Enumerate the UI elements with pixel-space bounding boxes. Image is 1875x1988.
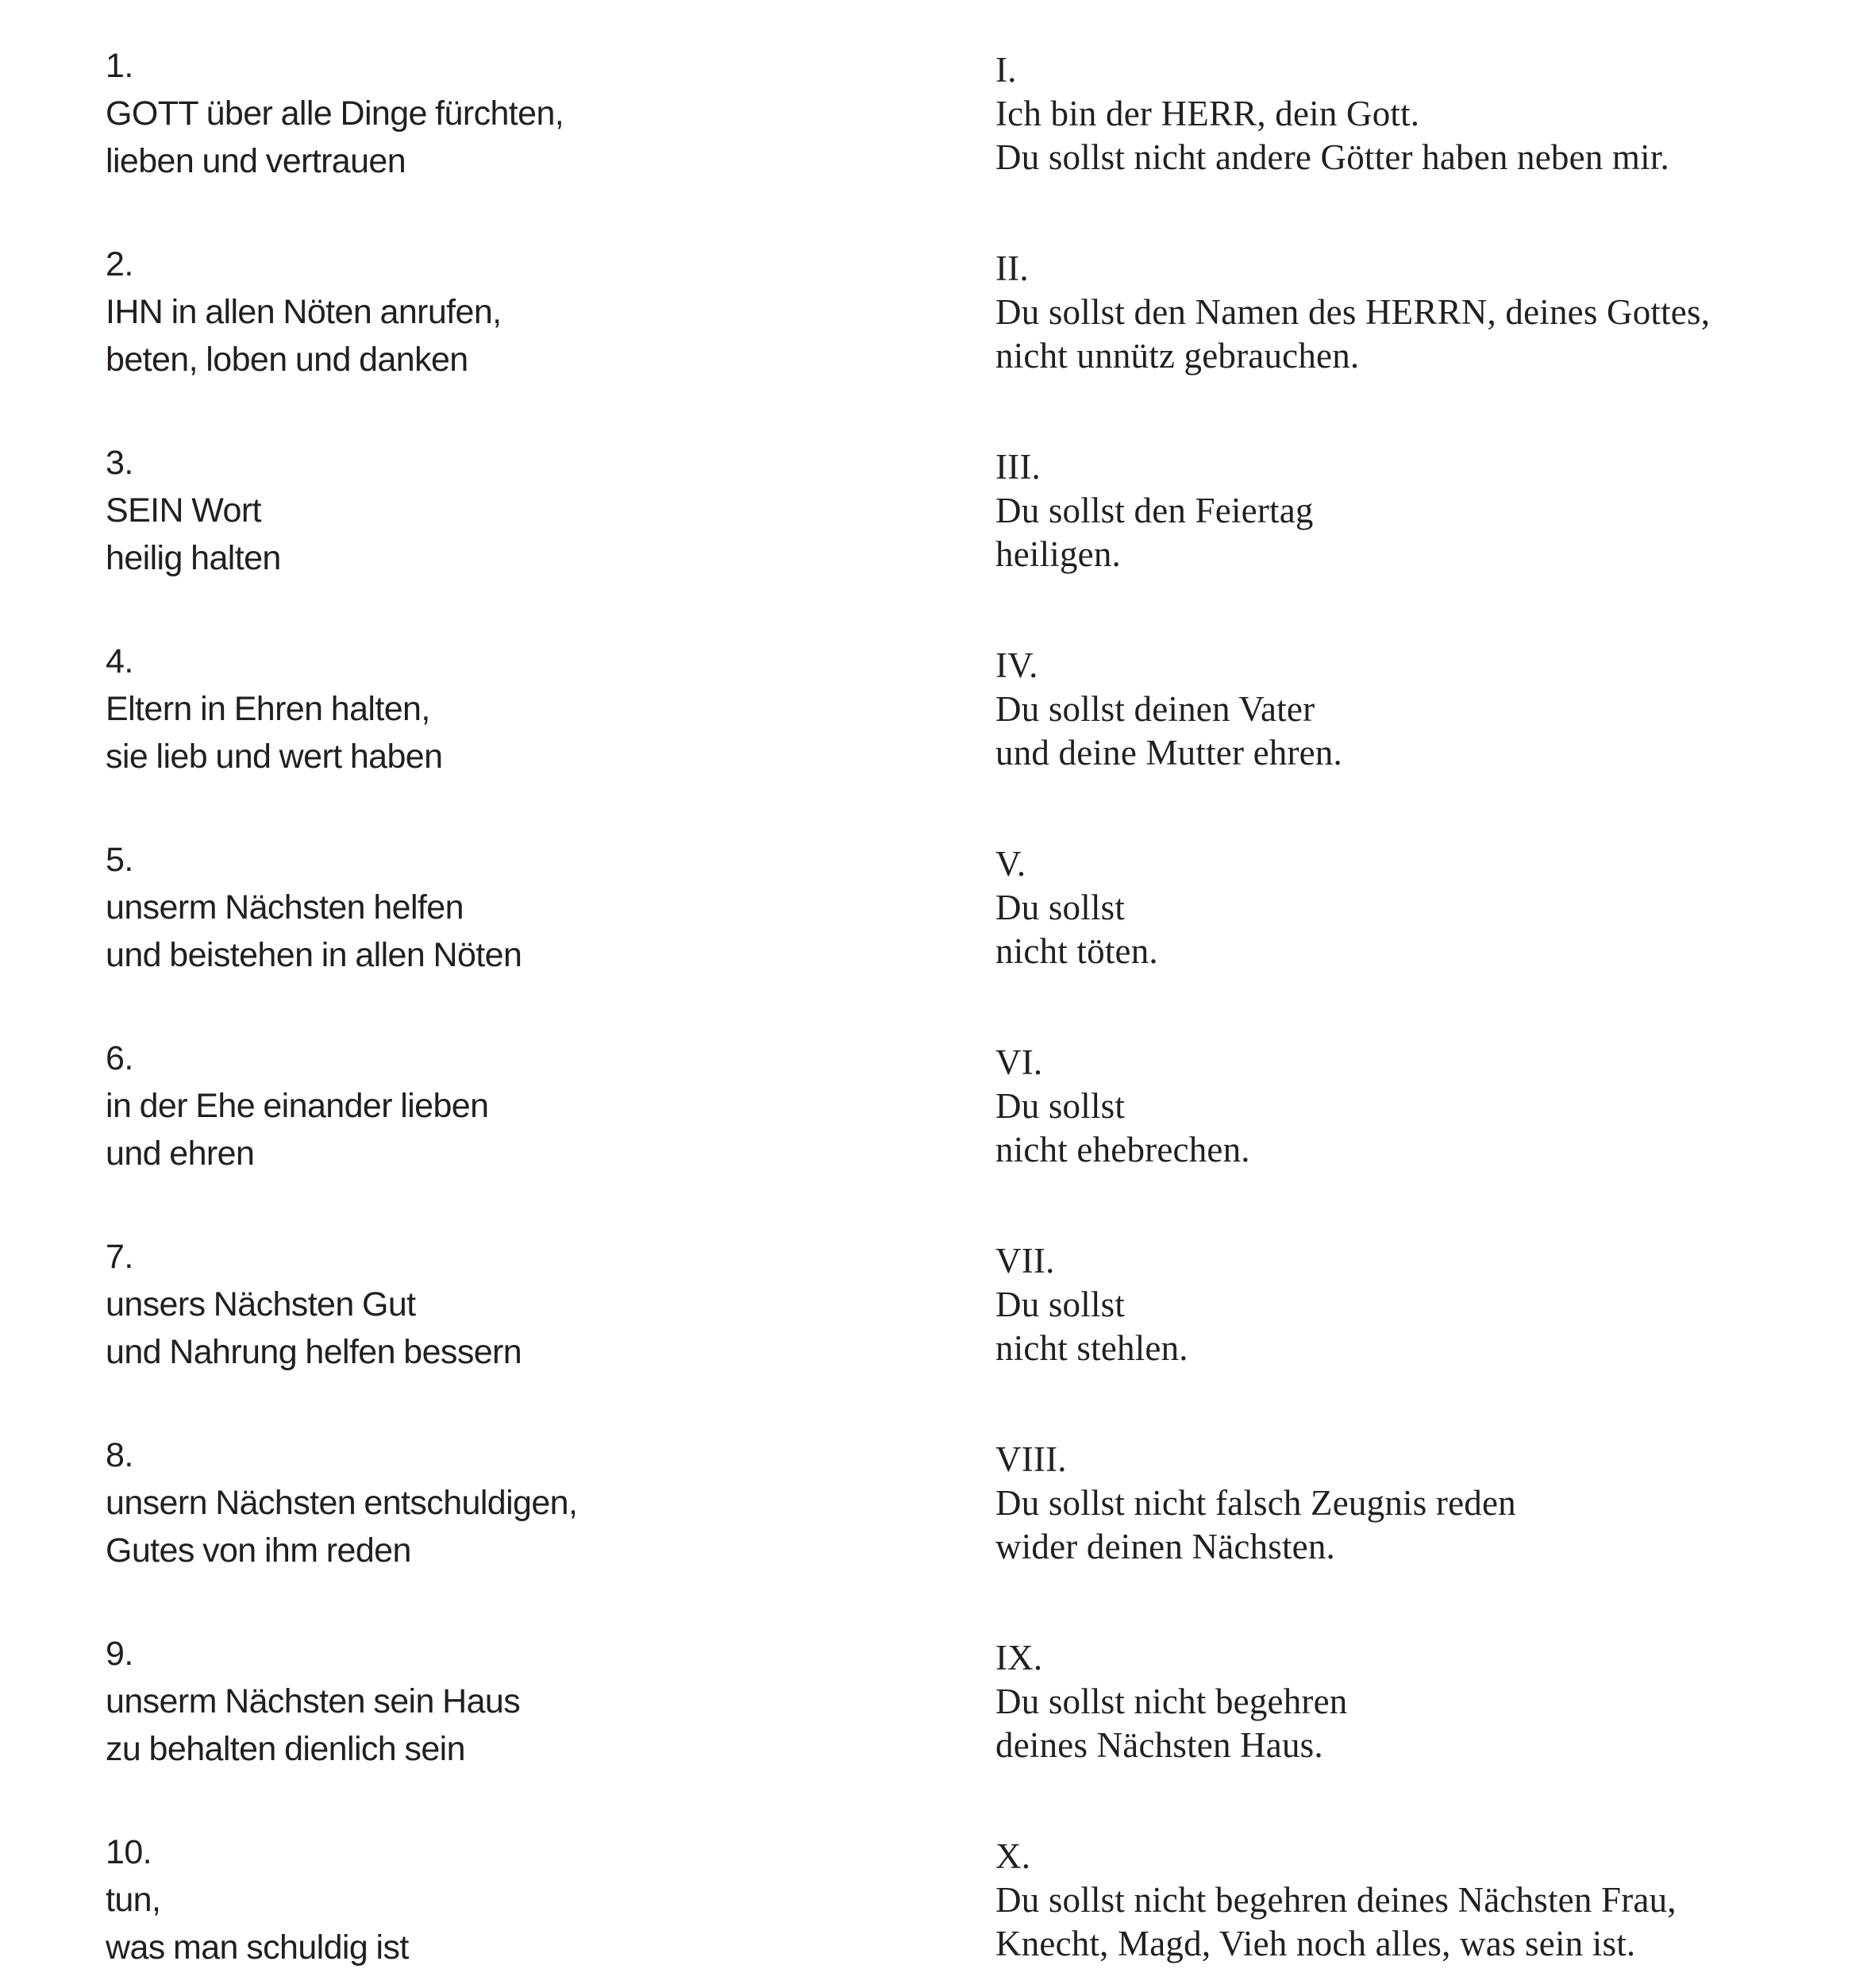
interpretation-item (106, 1828, 409, 1971)
commandment-text-line: Du sollst nicht begehren (995, 1682, 1348, 1721)
interpretation-item (106, 439, 281, 582)
commandment-item (995, 48, 1669, 179)
interpretation-item (106, 1034, 488, 1177)
commandment-item (995, 1239, 1188, 1370)
item-number: 7. (106, 1238, 133, 1276)
commandment-text-line: Knecht, Magd, Vieh noch alles, was sein ist. (995, 1924, 1636, 1963)
commandment-text-line: heiligen. (995, 534, 1122, 574)
item-text-line: unserm Nächsten sein Haus (106, 1682, 521, 1720)
item-text-line: was man schuldig ist (106, 1928, 409, 1967)
item-number: 2. (106, 245, 133, 283)
item-text-line: beten, loben und danken (106, 341, 468, 379)
commandment-item (995, 842, 1158, 973)
commandment-numeral: IV. (995, 645, 1038, 685)
item-number: 4. (106, 642, 133, 680)
commandment-text-line: nicht stehlen. (995, 1328, 1188, 1368)
item-text-line: unsern Nächsten entschuldigen, (106, 1484, 578, 1522)
item-text-line: und Nahrung helfen bessern (106, 1333, 522, 1371)
interpretation-item (106, 836, 522, 979)
item-number: 8. (106, 1436, 133, 1474)
item-number: 9. (106, 1635, 133, 1673)
item-text-line: lieben und vertrauen (106, 142, 406, 180)
item-text-line: Gutes von ihm reden (106, 1531, 411, 1570)
commandment-item (995, 1636, 1347, 1767)
item-text-line: und beistehen in allen Nöten (106, 936, 522, 974)
commandment-numeral: I. (995, 50, 1017, 90)
commandment-numeral: III. (995, 447, 1041, 487)
item-text-line: und ehren (106, 1135, 255, 1173)
interpretation-item (106, 241, 502, 383)
item-number: 5. (106, 841, 133, 879)
commandment-text-line: Du sollst (995, 1285, 1126, 1324)
commandment-text-line: nicht ehebrechen. (995, 1130, 1250, 1169)
interpretation-item (106, 638, 442, 780)
item-number: 6. (106, 1039, 133, 1077)
commandment-text-line: Du sollst den Feiertag (995, 491, 1314, 530)
commandment-text-line: Du sollst (995, 1086, 1126, 1126)
item-number: 10. (106, 1833, 152, 1871)
commandment-numeral: II. (995, 248, 1029, 288)
item-text-line: heilig halten (106, 539, 281, 577)
interpretation-item (106, 1431, 577, 1574)
commandment-text-line: Du sollst deinen Vater (995, 689, 1315, 729)
commandment-numeral: V. (995, 844, 1026, 884)
interpretation-item (106, 1233, 522, 1376)
commandment-numeral: X. (995, 1836, 1031, 1876)
commandment-item (995, 1041, 1250, 1172)
item-number: 1. (106, 47, 133, 85)
commandment-text-line: Du sollst nicht falsch Zeugnis reden (995, 1483, 1516, 1523)
item-text-line: zu behalten dienlich sein (106, 1730, 465, 1768)
commandment-text-line: nicht unnütz gebrauchen. (995, 336, 1360, 376)
commandment-numeral: VI. (995, 1042, 1043, 1082)
commandment-item (995, 247, 1710, 378)
commandment-numeral: IX. (995, 1638, 1043, 1678)
commandment-text-line: Ich bin der HERR, dein Gott. (995, 94, 1420, 133)
item-text-line: IHN in allen Nöten anrufen, (106, 293, 502, 331)
commandment-numeral: VII. (995, 1241, 1055, 1281)
item-text-line: GOTT über alle Dinge fürchten, (106, 94, 564, 133)
item-text-line: unsers Nächsten Gut (106, 1285, 416, 1323)
commandment-text-line: nicht töten. (995, 931, 1158, 971)
commandment-numeral: VIII. (995, 1439, 1067, 1479)
commandment-text-line: Du sollst (995, 888, 1126, 927)
commandment-text-line: Du sollst nicht begehren deines Nächsten Frau, (995, 1880, 1677, 1920)
item-text-line: in der Ehe einander lieben (106, 1087, 489, 1125)
item-text-line: unserm Nächsten helfen (106, 888, 464, 927)
commandment-item (995, 1438, 1516, 1569)
commandment-text-line: und deine Mutter ehren. (995, 733, 1342, 772)
item-text-line: tun, (106, 1881, 161, 1919)
interpretation-item (106, 42, 564, 185)
item-number: 3. (106, 444, 133, 482)
commandment-item (995, 644, 1342, 775)
item-text-line: sie lieb und wert haben (106, 738, 443, 776)
commandment-text-line: Du sollst nicht andere Götter haben neben mir. (995, 137, 1669, 177)
commandment-item (995, 445, 1314, 576)
item-text-line: Eltern in Ehren halten, (106, 690, 430, 728)
commandment-text-line: deines Nächsten Haus. (995, 1725, 1323, 1765)
item-text-line: SEIN Wort (106, 491, 261, 530)
commandment-item (995, 1835, 1677, 1966)
interpretation-item (106, 1630, 520, 1773)
commandment-text-line: Du sollst den Namen des HERRN, deines Gottes, (995, 292, 1711, 332)
commandment-text-line: wider deinen Nächsten. (995, 1527, 1335, 1566)
